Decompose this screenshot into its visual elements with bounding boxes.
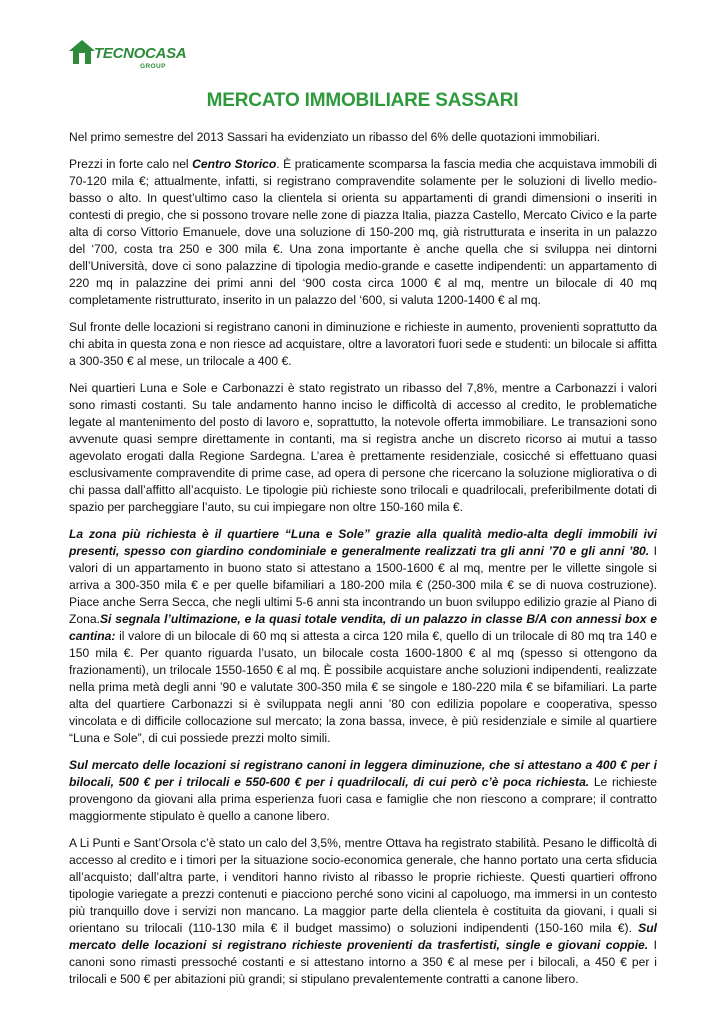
text-span: Nei quartieri Luna e Sole e Carbonazzi è stato registrato un ribasso del 7,8%, mentre a Carbonazzi i valori sono rimasti costanti. Su tale andamento hanno inciso le difficoltà di accesso al credito, le problematiche legate al mantenimento del posto di lavoro e, soprattutto, la notevole offerta immobiliare. Le transazioni sono avvenute quasi sempre direttamente in contanti, ma si registra anche un discreto ricorso ai mutui a tasso agevolato erogati dalla Regione Sardegna. L’area è prettamente residenziale, cosicché si effettuano quasi esclusivamente compravendite di prime case, ad opera di persone che ricercano la soluzione migliorativa o di chi passa dall’affitto all’acquisto. Le tipologie più richieste sono trilocali e quadrilocali, preferibilmente dotati di spazio per parcheggiare l’auto, su cui impiegare non oltre 150-160 mila €. xyxy=(69,381,657,514)
emphasis-zona-richiesta: La zona più richiesta è il quartiere “Luna e Sole” grazie alla qualità medio-alta degli immobili ivi presenti, spesso con giardino condominiale e generalmente realizzati tra gli anni ’70 e gli anni ’80. xyxy=(69,527,657,558)
page-title: MERCATO IMMOBILIARE SASSARI xyxy=(206,90,519,111)
emphasis-locazioni-richieste: Sul mercato delle locazioni si registrano richieste provenienti da trasfertisti, single e giovani coppie. xyxy=(69,921,657,952)
tecnocasa-logo xyxy=(68,38,187,78)
logo-brand: TECNOCASA xyxy=(94,45,187,62)
emphasis-classe-ba: Si segnala l’ultimazione, e la quasi totale vendita, di un palazzo in classe B/A con annessi box e cantina: xyxy=(69,612,657,643)
paragraph-intro-text: Nel primo semestre del 2013 Sassari ha evidenziato un ribasso del 6% delle quotazioni immobiliari. xyxy=(69,130,601,144)
text-span: I canoni sono rimasti pressoché costanti e si attestano intorno a 350 € al mese per i bilocali, a 450 € per i trilocali e 500 € per abitazioni più grandi; si stipulano prevalentemente contratti a canone libero. xyxy=(69,938,657,986)
emphasis-locazioni-canoni: Sul mercato delle locazioni si registrano canoni in leggera diminuzione, che si attestano a 400 € per i bilocali, 500 € per i trilocali e 550-600 € per i quadrilocali, di cui però c’è poca richiesta. xyxy=(69,758,657,789)
text-span: A Li Punti e Sant’Orsola c’è stato un calo del 3,5%, mentre Ottava ha registrato stabilità. Pesano le difficoltà di accesso al credito e i timori per la situazione socio-economica generale, che hanno portato una certa sfiducia all’acquisto; dall’altra parte, i venditori hanno rivisto al ribasso le proprie richieste. Questi quartieri offrono tipologie variegate a prezzi contenuti e piacciono perché sono vicini al capoluogo, ma immersi in un contesto più tranquillo dove i servizi non mancano. La maggior parte della clientela è costituita da giovani, i quali si orientano su trilocali (110-130 mila € il budget massimo) o soluzioni indipendenti (150-160 mila €). xyxy=(69,836,657,935)
logo-group: GROUP xyxy=(140,63,166,70)
emphasis-centro-storico: Centro Storico xyxy=(192,157,277,171)
text-span: Prezzi in forte calo nel xyxy=(69,157,193,171)
paragraph-locazioni-luna-sole xyxy=(69,757,657,825)
text-span: Sul fronte delle locazioni si registrano canoni in diminuzione e richieste in aumento, provenienti soprattutto da chi abita in questa zona e non riesce ad acquistare, oltre a lavoratori fuori sede e studenti: un bilocale si affitta a 300-350 € al mese, un trilocale a 400 €. xyxy=(69,320,657,368)
paragraph-centro-storico xyxy=(69,156,657,309)
house-icon xyxy=(68,38,96,68)
text-span: . È praticamente scomparsa la fascia media che acquistava immobili di 70-120 mila €; attualmente, infatti, si registrano compravendite solamente per le soluzioni di livello medio-basso o alto. In quest’ultimo caso la clientela si orienta su appartamenti di grandi dimensioni o inseriti in contesti di pregio, che si possono trovare nelle zone di piazza Italia, piazza Castello, Mercato Civico e la parte alta di corso Vittorio Emanuele, dove una soluzione di 150-200 mq, già ristrutturata e inserita in un palazzo del ‘700, costa tra 250 e 300 mila €. Una zona importante è anche quella che si sviluppa nei dintorni dell’Università, dove ci sono palazzine di tipologia medio-grande e casette indipendenti: un appartamento di 220 mq in palazzine dei primi anni del ‘900 costa circa 1000 € al mq, mentre un bilocale di 40 mq completamente ristrutturato, inserito in un palazzo del ‘600, si valuta 1200-1400 € al mq. xyxy=(69,157,657,307)
paragraph-li-punti xyxy=(69,835,657,988)
document-body xyxy=(69,129,657,998)
text-span: Le richieste provengono da giovani alla prima esperienza fuori casa e famiglie che non riescono a comprare; il contratto maggiormente stipulato è quello a canone libero. xyxy=(69,775,657,823)
paragraph-intro xyxy=(69,129,657,146)
paragraph-zona-richiesta xyxy=(69,526,657,747)
paragraph-locazioni-centro xyxy=(69,319,657,370)
text-span: il valore di un bilocale di 60 mq si attesta a circa 120 mila €, quello di un trilocale di 80 mq tra 140 e 150 mila €. Per quanto riguarda l’usato, un bilocale costa 1600-1800 € al mq (spesso si ottengono da frazionamenti), un trilocale 1550-1650 € al mq. È possibile acquistare anche soluzioni indipendenti, realizzate nella prima metà degli anni ’90 e valutate 300-350 mila € se singole e 180-220 mila € se bifamiliari. La parte alta del quartiere Carbonazzi si è sviluppata negli anni ’80 con edilizia popolare e cooperativa, spesso vincolata e di difficile collocazione sul mercato; la zona bassa, invece, è più residenziale e simile al quartiere “Luna e Sole”, di cui possiede prezzi molto simili. xyxy=(69,629,657,745)
paragraph-luna-sole xyxy=(69,380,657,516)
text-span: I valori di un appartamento in buono stato si attestano a 1500-1600 € al mq, mentre per le villette singole si arriva a 300-350 mila € e per quelle bifamiliari a 180-200 mila € (250-300 mila € se di nuova costruzione). Piace anche Serra Secca, che negli ultimi 5-6 anni sta incontrando un buon sviluppo edilizio grazie al Piano di Zona. xyxy=(69,544,657,626)
